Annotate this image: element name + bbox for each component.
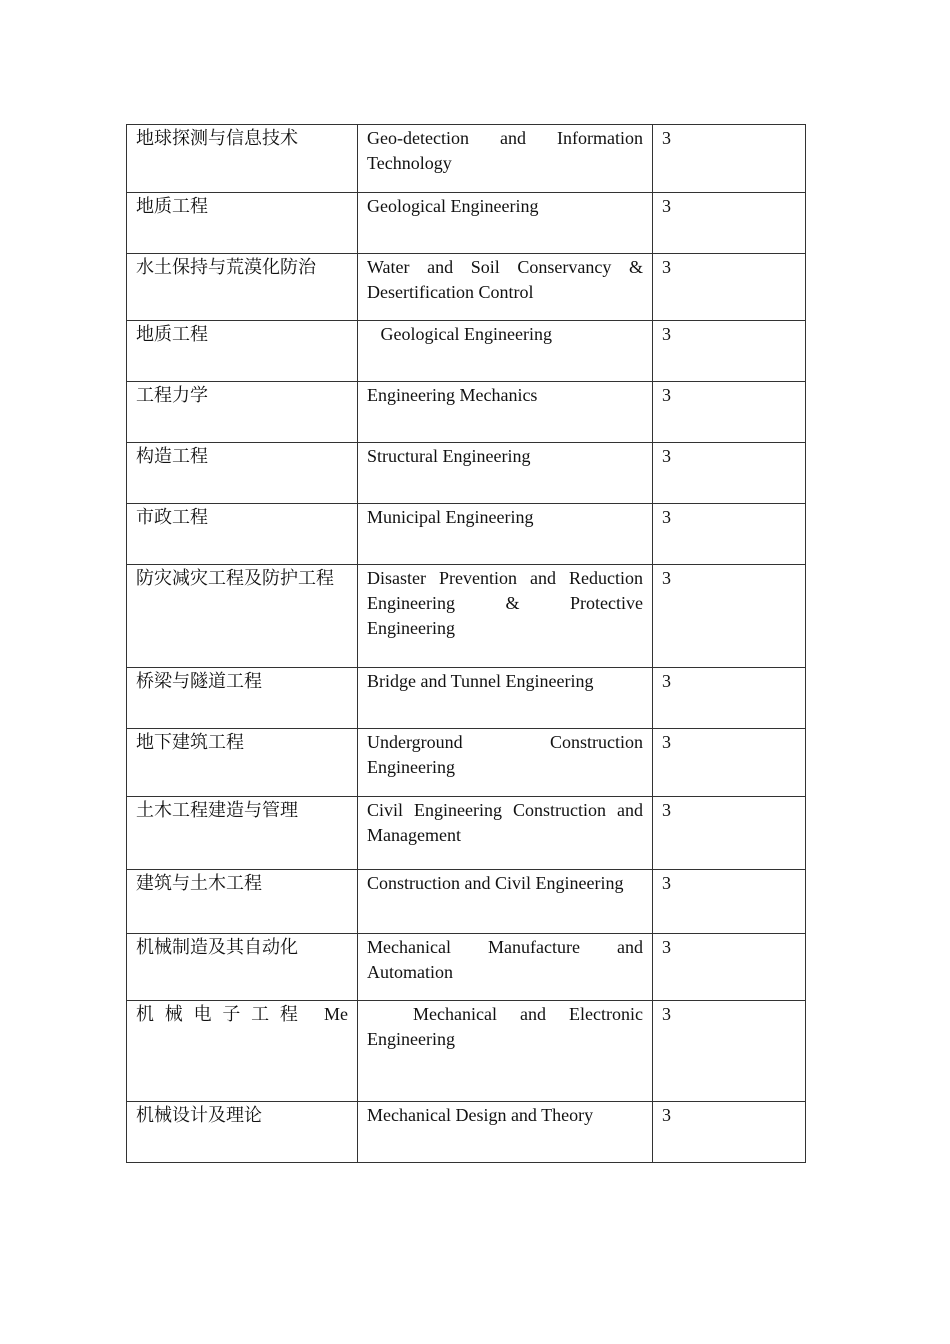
program-table <box>126 124 806 1163</box>
english-name-cell: Construction and Civil Engineering <box>358 870 653 934</box>
english-name-cell: Engineering Mechanics <box>358 382 653 443</box>
english-name-cell: Geological Engineering <box>358 193 653 254</box>
table-row <box>127 193 806 254</box>
chinese-name-cell: 机械制造及其自动化 <box>127 934 358 1001</box>
chinese-name-cell: 地下建筑工程 <box>127 729 358 797</box>
value-cell: 3 <box>653 870 806 934</box>
english-name-cell: Mechanical Design and Theory <box>358 1102 653 1163</box>
chinese-name-cell: 地质工程 <box>127 193 358 254</box>
english-name-cell: Structural Engineering <box>358 443 653 504</box>
value-cell: 3 <box>653 565 806 668</box>
table-row <box>127 125 806 193</box>
table-row <box>127 254 806 321</box>
english-name-cell: Municipal Engineering <box>358 504 653 565</box>
value-cell: 3 <box>653 443 806 504</box>
table-row <box>127 797 806 870</box>
value-cell: 3 <box>653 934 806 1001</box>
table-row <box>127 382 806 443</box>
table-row <box>127 504 806 565</box>
chinese-name-cell: 机械电子工程 Me <box>127 1001 358 1102</box>
value-cell: 3 <box>653 125 806 193</box>
chinese-name-cell: 机械设计及理论 <box>127 1102 358 1163</box>
english-name-cell: Geological Engineering <box>358 321 653 382</box>
table-row <box>127 870 806 934</box>
value-cell: 3 <box>653 254 806 321</box>
chinese-name-cell: 构造工程 <box>127 443 358 504</box>
table-row <box>127 321 806 382</box>
english-name-cell: Disaster Prevention and Reduction Engineering & Protective Engineering <box>358 565 653 668</box>
value-cell: 3 <box>653 321 806 382</box>
chinese-name-cell: 桥梁与隧道工程 <box>127 668 358 729</box>
english-name-cell: Underground Construction Engineering <box>358 729 653 797</box>
value-cell: 3 <box>653 1102 806 1163</box>
english-name-cell: Water and Soil Conservancy & Desertification Control <box>358 254 653 321</box>
table-row <box>127 565 806 668</box>
english-name-cell: Civil Engineering Construction and Management <box>358 797 653 870</box>
chinese-name-cell: 地球探测与信息技术 <box>127 125 358 193</box>
english-name-cell: Mechanical Manufacture and Automation <box>358 934 653 1001</box>
value-cell: 3 <box>653 193 806 254</box>
english-name-cell: Mechanical and Electronic Engineering <box>358 1001 653 1102</box>
chinese-name-cell: 市政工程 <box>127 504 358 565</box>
table-row <box>127 934 806 1001</box>
chinese-name-cell: 建筑与土木工程 <box>127 870 358 934</box>
table-row <box>127 1102 806 1163</box>
table-row <box>127 1001 806 1102</box>
value-cell: 3 <box>653 504 806 565</box>
chinese-name-cell: 地质工程 <box>127 321 358 382</box>
english-name-cell: Geo-detection and Information Technology <box>358 125 653 193</box>
chinese-name-cell: 水土保持与荒漠化防治 <box>127 254 358 321</box>
value-cell: 3 <box>653 797 806 870</box>
value-cell: 3 <box>653 668 806 729</box>
value-cell: 3 <box>653 729 806 797</box>
english-name-cell: Bridge and Tunnel Engineering <box>358 668 653 729</box>
chinese-name-cell: 防灾减灾工程及防护工程 <box>127 565 358 668</box>
table-row <box>127 729 806 797</box>
table-row <box>127 668 806 729</box>
table-row <box>127 443 806 504</box>
value-cell: 3 <box>653 1001 806 1102</box>
chinese-name-cell: 土木工程建造与管理 <box>127 797 358 870</box>
value-cell: 3 <box>653 382 806 443</box>
chinese-name-cell: 工程力学 <box>127 382 358 443</box>
